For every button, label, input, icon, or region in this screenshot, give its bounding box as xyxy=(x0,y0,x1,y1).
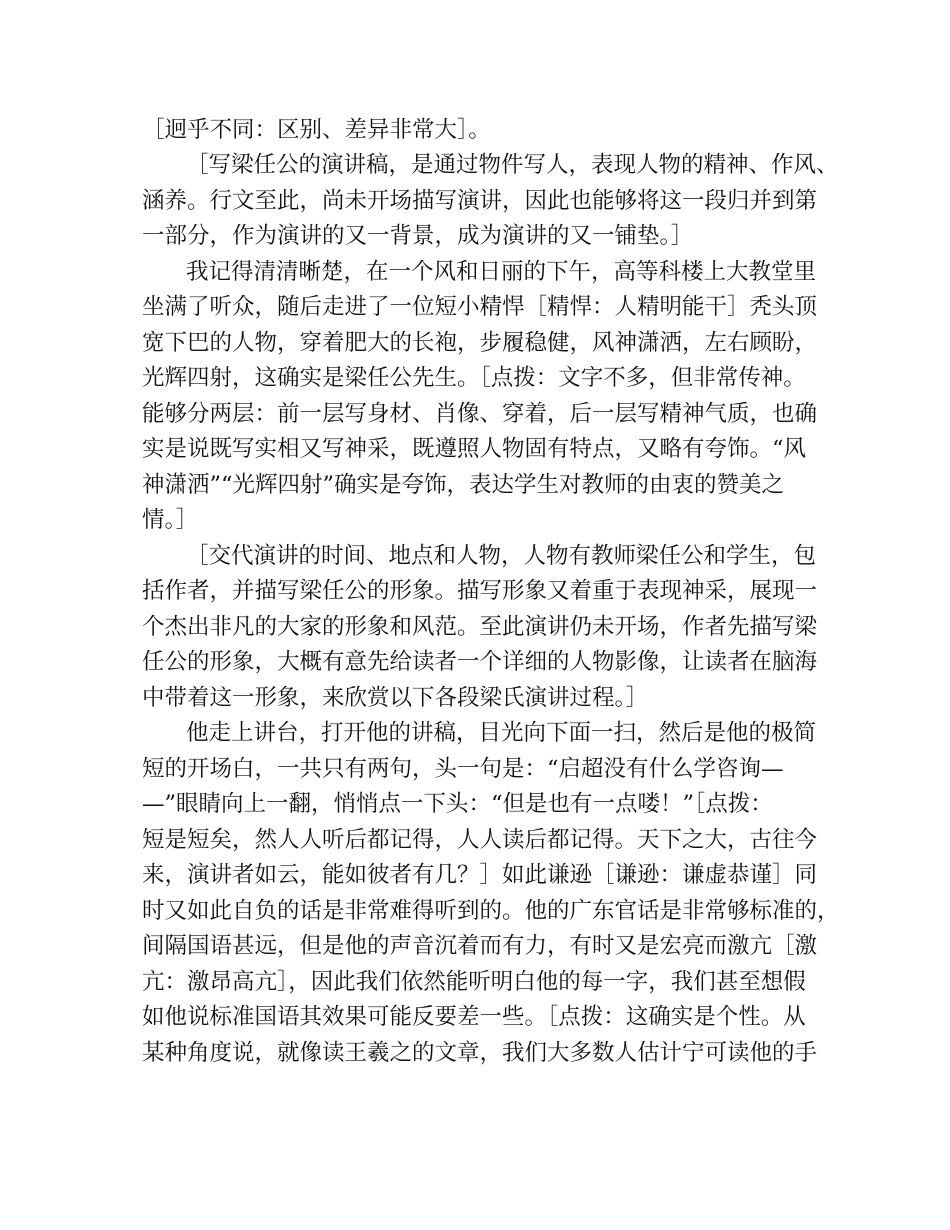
text-line: 一部分，作为演讲的又一背景，成为演讲的又一铺垫。］ xyxy=(142,223,694,249)
text-line: 我记得清清晰楚，在一个风和日丽的下午，高等科楼上大教堂里 xyxy=(186,259,817,285)
text-line: 来，演讲者如云，能如彼者有几？］如此谦逊［谦逊：谦虚恭谨］同 xyxy=(142,862,818,888)
text-line: 涵养。行文至此，尚未开场描写演讲，因此也能够将这一段归并到第 xyxy=(142,188,818,214)
text-line: ［交代演讲的时间、地点和人物，人物有教师梁任公和学生，包 xyxy=(186,543,817,569)
text-line: 某种角度说，就像读王羲之的文章，我们大多数人估计宁可读他的手 xyxy=(142,1040,818,1066)
text-line: 宽下巴的人物，穿着肥大的长袍，步履稳健，风神潇洒，左右顾盼， xyxy=(142,330,818,356)
text-line: 神潇洒”“光辉四射”确实是夸饰，表达学生对教师的由衷的赞美之 xyxy=(142,472,785,498)
text-line: 时又如此自负的话是非常难得听到的。他的广东官话是非常够标准的， xyxy=(142,898,840,924)
text-line: ［写梁任公的演讲稿，是通过物件写人，表现人物的精神、作风、 xyxy=(186,152,839,178)
text-line: 他走上讲台，打开他的讲稿，目光向下面一扫，然后是他的极简 xyxy=(186,720,817,746)
text-line: 任公的形象，大概有意先给读者一个详细的人物影像，让读者在脑海 xyxy=(142,649,818,675)
text-line: 实是说既写实相又写神采，既遵照人物固有特点，又略有夸饰。“风 xyxy=(142,436,807,462)
text-line: 光辉四射，这确实是梁任公先生。［点拨：文字不多，但非常传神。 xyxy=(142,365,806,391)
text-line: ［迥乎不同：区别、差异非常大］。 xyxy=(142,117,491,143)
text-line: 短是短矣，然人人听后都记得，人人读后都记得。天下之大，古往今 xyxy=(142,827,818,853)
text-line: —”眼睛向上一翻，悄悄点一下头：“但是也有一点喽！”［点拨： xyxy=(142,791,773,817)
text-line: 如他说标准国语其效果可能反要差一些。［点拨：这确实是个性。从 xyxy=(142,1004,806,1030)
text-line: 亢：激昂高亢］，因此我们依然能听明白他的每一字，我们甚至想假 xyxy=(142,969,806,995)
text-line: 坐满了听众，随后走进了一位短小精悍［精悍：人精明能干］秃头顶 xyxy=(142,294,818,320)
text-line: 个杰出非凡的大家的形象和风范。至此演讲仍未开场，作者先描写梁 xyxy=(142,614,818,640)
text-line: 情。］ xyxy=(142,507,199,533)
text-line: 中带着这一形象，来欣赏以下各段梁氏演讲过程。］ xyxy=(142,685,649,711)
text-line: 能够分两层：前一层写身材、肖像、穿着，后一层写精神气质，也确 xyxy=(142,401,818,427)
text-line: 间隔国语甚远，但是他的声音沉着而有力，有时又是宏亮而激亢［激 xyxy=(142,933,818,959)
text-line: 括作者，并描写梁任公的形象。描写形象又着重于表现神采，展现一 xyxy=(142,578,818,604)
text-line: 短的开场白，一共只有两句，头一句是：“启超没有什么学咨询— xyxy=(142,756,784,782)
